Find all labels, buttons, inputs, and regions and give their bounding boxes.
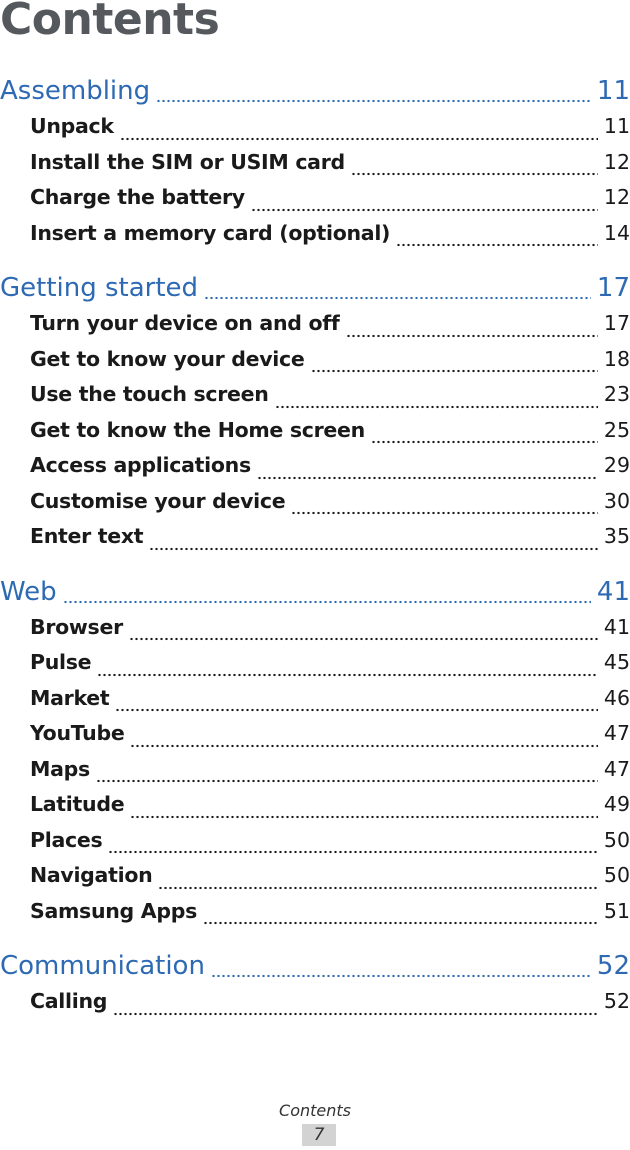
- toc-entry-page: 25: [603, 417, 630, 442]
- toc-entry-title: Access applications: [30, 453, 251, 477]
- dot-leader: [203, 921, 598, 925]
- dot-leader: [211, 974, 591, 978]
- toc-entry-title: Customise your device: [30, 488, 286, 513]
- toc-entry-title: Enter text: [30, 524, 144, 548]
- dot-leader: [113, 1012, 598, 1016]
- toc-section-page: 41: [596, 576, 630, 607]
- toc-entry[interactable]: [0, 899, 630, 935]
- toc-entry[interactable]: [0, 828, 630, 864]
- toc-entry-title: Use the touch screen: [30, 382, 269, 406]
- toc-entry[interactable]: [0, 150, 630, 186]
- dot-leader: [275, 405, 598, 409]
- toc-entry-title: Unpack: [30, 114, 114, 138]
- toc-entry-page: 30: [603, 488, 630, 513]
- toc-entry-page: 45: [603, 650, 630, 674]
- dot-leader: [251, 208, 598, 212]
- toc-section: [0, 273, 630, 560]
- toc-entry-page: 52: [603, 989, 630, 1013]
- toc-entry-page: 47: [603, 721, 630, 745]
- dot-leader: [149, 547, 598, 551]
- dot-leader: [257, 476, 598, 480]
- toc-entry-title: Install the SIM or USIM card: [30, 149, 345, 174]
- footer-page-number: 7: [302, 1124, 336, 1146]
- toc-entry-title: Maps: [30, 756, 90, 781]
- toc-entry[interactable]: [0, 418, 630, 454]
- toc-entry-page: 46: [603, 685, 630, 710]
- toc-entry-page: 11: [603, 114, 630, 138]
- toc-entry-title: Calling: [30, 989, 108, 1013]
- toc-entry[interactable]: [0, 989, 630, 1025]
- toc-entry[interactable]: [0, 382, 630, 418]
- toc-section-page: 11: [596, 76, 630, 106]
- toc-entry-page: 41: [603, 614, 630, 639]
- toc-entry-title: Navigation: [30, 863, 153, 887]
- dot-leader: [130, 744, 597, 748]
- toc-entry[interactable]: [0, 686, 630, 722]
- toc-entry-page: 18: [603, 346, 630, 371]
- toc-entry-title: Places: [30, 827, 103, 852]
- footer-label: Contents: [279, 1101, 351, 1120]
- toc-entry[interactable]: [0, 114, 630, 150]
- dot-leader: [120, 137, 598, 141]
- dot-leader: [158, 886, 598, 890]
- toc-entry[interactable]: [0, 721, 630, 757]
- dot-leader: [291, 511, 598, 515]
- toc-entry[interactable]: [0, 650, 630, 686]
- toc-section-title: Web: [0, 576, 57, 607]
- toc-entry-page: 50: [603, 863, 630, 887]
- toc-entry[interactable]: [0, 757, 630, 793]
- toc-entry[interactable]: [0, 185, 630, 221]
- toc-entry[interactable]: [0, 453, 630, 489]
- dot-leader: [96, 779, 598, 783]
- toc-section-page: 52: [596, 951, 630, 981]
- dot-leader: [346, 334, 598, 338]
- toc-entry[interactable]: [0, 863, 630, 899]
- dot-leader: [396, 243, 598, 247]
- toc-section-title: Assembling: [0, 76, 151, 106]
- toc-entry-title: Get to know your device: [30, 346, 305, 371]
- toc-entry-page: 17: [603, 311, 630, 335]
- toc-entry-page: 14: [603, 220, 630, 245]
- toc-entry-title: YouTube: [30, 721, 125, 745]
- toc-entry-title: Samsung Apps: [30, 898, 197, 923]
- toc-entry[interactable]: [0, 347, 630, 383]
- dot-leader: [129, 637, 598, 641]
- toc-entry[interactable]: [0, 524, 630, 560]
- toc-entry[interactable]: [0, 489, 630, 525]
- toc-entry-title: Market: [30, 685, 110, 710]
- toc-entry-title: Browser: [30, 614, 123, 639]
- toc-section-entry[interactable]: [0, 76, 630, 114]
- toc-entry-title: Latitude: [30, 792, 125, 816]
- dot-leader: [371, 440, 598, 444]
- toc-entry-page: 49: [603, 792, 630, 816]
- dot-leader: [108, 850, 598, 854]
- toc-section-title: Getting started: [0, 273, 199, 303]
- toc-section-entry[interactable]: [0, 273, 630, 311]
- dot-leader: [115, 708, 598, 712]
- toc-entry-page: 51: [603, 898, 630, 923]
- toc-entry-page: 12: [603, 185, 630, 209]
- toc-entry[interactable]: [0, 792, 630, 828]
- toc-entry-title: Get to know the Home screen: [30, 417, 365, 442]
- toc-section: [0, 577, 630, 935]
- toc-entry-title: Turn your device on and off: [30, 311, 340, 335]
- table-of-contents: [0, 76, 630, 1042]
- dot-leader: [351, 172, 598, 176]
- toc-entry-page: 23: [603, 382, 630, 406]
- dot-leader: [311, 369, 598, 373]
- dot-leader: [63, 600, 591, 604]
- dot-leader: [156, 99, 591, 103]
- toc-section-page: 17: [596, 273, 630, 303]
- toc-entry-title: Charge the battery: [30, 185, 245, 209]
- toc-entry-page: 35: [603, 524, 630, 548]
- toc-section: [0, 76, 630, 256]
- toc-section: [0, 951, 630, 1025]
- toc-entry-page: 50: [603, 827, 630, 852]
- toc-entry-title: Insert a memory card (optional): [30, 220, 391, 245]
- dot-leader: [97, 673, 598, 677]
- toc-section-entry[interactable]: [0, 951, 630, 989]
- page-title: Contents: [0, 0, 220, 45]
- toc-entry[interactable]: [0, 311, 630, 347]
- toc-entry-page: 29: [603, 453, 630, 477]
- toc-section-entry[interactable]: [0, 577, 630, 615]
- toc-entry-title: Pulse: [30, 650, 92, 674]
- toc-entry[interactable]: [0, 221, 630, 257]
- dot-leader: [204, 296, 591, 300]
- dot-leader: [130, 815, 598, 819]
- toc-entry-page: 12: [603, 149, 630, 174]
- toc-entry-page: 47: [603, 756, 630, 781]
- toc-section-title: Communication: [0, 951, 205, 981]
- toc-entry[interactable]: [0, 615, 630, 651]
